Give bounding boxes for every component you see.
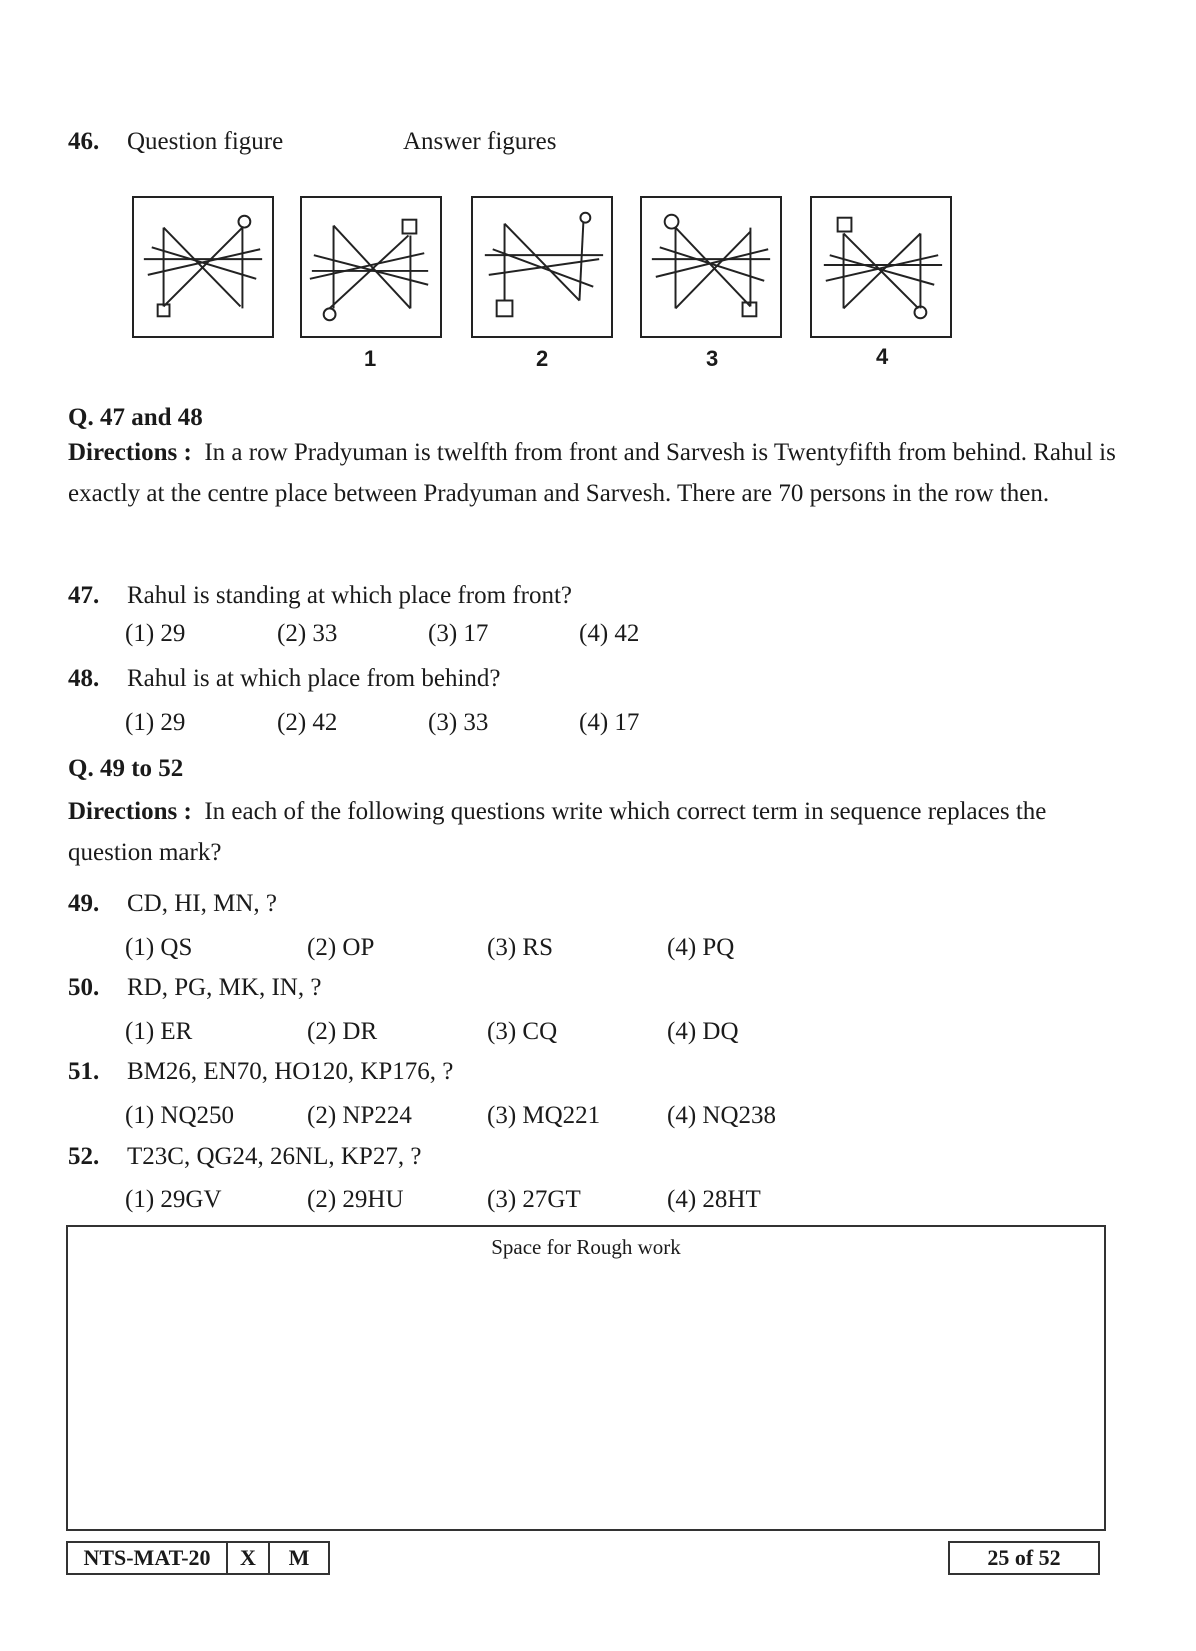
answer-number-3: 3: [706, 346, 719, 371]
question-51-option-4: (4) NQ238: [667, 1102, 777, 1129]
question-47-option-1: (1) 29: [125, 620, 186, 647]
question-52-option-2: (2) 29HU: [307, 1186, 404, 1213]
question-47-option-2: (2) 33: [277, 620, 338, 647]
question-51-number: 51.: [68, 1058, 100, 1085]
question-47-option-3: (3) 17: [428, 620, 489, 647]
answer-number-4: 4: [876, 344, 889, 369]
footer-code-box: [66, 1541, 330, 1575]
q47-48-directions: [68, 432, 1126, 514]
question-48-number: 48.: [68, 665, 100, 692]
question-48-option-2: (2) 42: [277, 709, 338, 736]
q47-48-heading: Q. 47 and 48: [68, 404, 203, 431]
question-47-number: 47.: [68, 582, 100, 609]
question-48-option-1: (1) 29: [125, 709, 186, 736]
question-figure-label: Question figure: [127, 128, 284, 155]
question-51-option-3: (3) MQ221: [487, 1102, 601, 1129]
answer-figure-1: [300, 196, 442, 338]
answer-number-1: 1: [364, 346, 377, 371]
footer-set: X: [240, 1545, 256, 1570]
footer-code: NTS-MAT-20: [83, 1545, 211, 1570]
question-50-option-1: (1) ER: [125, 1018, 193, 1045]
rough-work-box: [66, 1225, 1106, 1531]
question-48-option-3: (3) 33: [428, 709, 489, 736]
q49-52-heading: Q. 49 to 52: [68, 755, 184, 782]
question-49-text: CD, HI, MN, ?: [127, 890, 277, 917]
question-47-option-4: (4) 42: [579, 620, 640, 647]
question-52-text: T23C, QG24, 26NL, KP27, ?: [127, 1143, 422, 1170]
q49-52-directions: [68, 791, 1126, 873]
question-52-option-1: (1) 29GV: [125, 1186, 222, 1213]
question-49-option-3: (3) RS: [487, 934, 553, 961]
footer-medium: M: [288, 1545, 310, 1570]
question-49-option-4: (4) PQ: [667, 934, 735, 961]
question-50-option-3: (3) CQ: [487, 1018, 558, 1045]
question-47-text: Rahul is standing at which place from front?: [127, 582, 573, 609]
directions-label: Directions :: [68, 439, 192, 466]
question-50-option-4: (4) DQ: [667, 1018, 739, 1045]
question-48-text: Rahul is at which place from behind?: [127, 665, 501, 692]
directions-text: In a row Pradyuman is twelfth from front and Sarvesh is Twentyfifth from behind. Rahul is exactly at the centre place between Pradyuman and Sarvesh. There are 70 persons in the row then.: [68, 439, 1116, 507]
question-46-number: 46.: [68, 128, 100, 155]
question-figure: [132, 196, 274, 338]
question-49-option-2: (2) OP: [307, 934, 375, 961]
directions-text: In each of the following questions write which correct term in sequence replaces the question mark?: [68, 798, 1047, 866]
question-51-text: BM26, EN70, HO120, KP176, ?: [127, 1058, 454, 1085]
question-48-option-4: (4) 17: [579, 709, 640, 736]
footer-page-box: [948, 1541, 1100, 1575]
rough-work-label: Space for Rough work: [491, 1235, 681, 1259]
question-50-option-2: (2) DR: [307, 1018, 378, 1045]
answer-number-2: 2: [536, 346, 549, 371]
answer-figure-3: [640, 196, 782, 338]
question-50-text: RD, PG, MK, IN, ?: [127, 974, 322, 1001]
answer-figure-2: [471, 196, 613, 338]
question-49-number: 49.: [68, 890, 100, 917]
question-51-option-1: (1) NQ250: [125, 1102, 235, 1129]
question-52-option-3: (3) 27GT: [487, 1186, 581, 1213]
question-49-option-1: (1) QS: [125, 934, 193, 961]
footer-page-number: 25 of 52: [987, 1545, 1061, 1570]
question-51-option-2: (2) NP224: [307, 1102, 412, 1129]
directions-label: Directions :: [68, 798, 192, 825]
question-52-option-4: (4) 28HT: [667, 1186, 761, 1213]
answer-figure-4: [810, 196, 952, 338]
question-50-number: 50.: [68, 974, 100, 1001]
question-52-number: 52.: [68, 1143, 100, 1170]
answer-figures-label: Answer figures: [403, 128, 557, 155]
